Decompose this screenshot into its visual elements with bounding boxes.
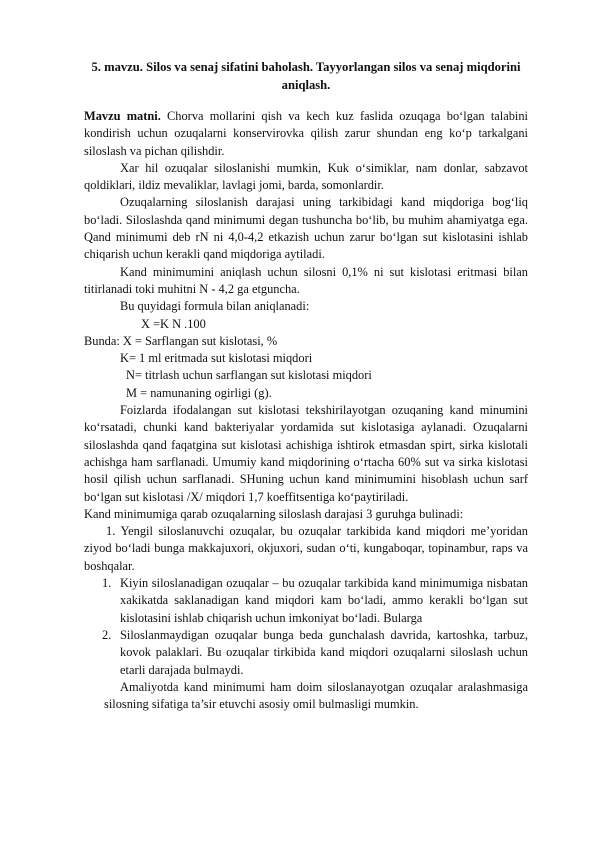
intro-paragraph — [84, 108, 528, 160]
paragraph-silos: Xar hil ozuqalar siloslanishi mumkin, Kuk o‘simiklar, nam donlar, sabzavot qoldiklari, ildiz mevaliklar, lavlagi jomi, barda, somonlardir. — [84, 160, 528, 193]
paragraph-foizlarda: Foizlarda ifodalangan sut kislotasi tekshirilayotgan ozuqaning kand minumini ko‘rsatadi, chunki kand bakteriyalar yordamida sut kislotasiga aylanadi. Ozuqalarni siloslashda qand faqatgina sut kislotasi achishiga ishtirok etmasdan spirt, sirka kislotali achishga ham sarflanadi. Umumiy kand miqdorining o‘rtacha 60% sut va sirka kislotasi hosil qilish uchun sarflanadi. SHuning uchun kand minimumini hisoblash uchun sarf bo‘lgan sut kislotasi /X/ miqdori 1,7 koeffitsentiga ko‘paytiriladi. — [84, 403, 528, 504]
list-item — [84, 627, 528, 679]
page-title: 5. mavzu. Silos va senaj sifatini baholash. Tayyorlangan silos va senaj miqdorini aniqlash. — [91, 60, 521, 92]
paragraph-darajasi: Ozuqalarning siloslanish darajasi uning tarkibidagi kand miqdoriga bog‘liq bo‘ladi. Siloslashda qand minimumi degan tushuncha bo‘lib, bu muhim ahamiyatga ega. Qand minimumi deb rN ni 4,0-4,2 etkazish uchun zarur bo‘lgan sut kislotasini ishlab chiqarish uchun kerakli qand miqdoriga aytiladi. — [84, 195, 528, 262]
intro-lead: Mavzu matni. — [84, 109, 161, 123]
list-item-number: 1. — [102, 576, 112, 591]
paragraph-kand: Kand minimumini aniqlash uchun silosni 0,1% ni sut kislotasi eritmasi bilan titirlanadi toki muhitni N - 4,2 ga etguncha. — [84, 264, 528, 296]
list-item — [84, 575, 528, 627]
definition-k: K= 1 ml eritmada sut kislotasi miqdori — [120, 351, 313, 366]
paragraph-guruh: Kand minimumiga qarab ozuqalarning siloslash darajasi 3 guruhga bulinadi: — [84, 506, 464, 521]
formula: X =K N .100 — [141, 316, 206, 331]
list-item-1-plain: 1. Yengil siloslanuvchi ozuqalar, bu ozuqalar tarkibida kand miqdori me’yoridan ziyod bo‘ladi bunga makkajuxori, okjuxori, sudan o‘ti, kungaboqar, topinambur, raps va boshqalar. — [84, 524, 528, 573]
paragraph-amaliyotda: Amaliyotda kand minimumi ham doim siloslanayotgan ozuqalar aralashmasiga silosning sifatiga ta’sir etuvchi asosiy omil bulmasligi mumkin. — [104, 679, 528, 712]
definition-m: M = namunaning ogirligi (g). — [126, 385, 272, 400]
intro-text: Chorva mollarini qish va kech kuz faslida ozuqaga bo‘lgan talabini kondirish uchun ozuqalarni konservirovka qilish zarur shundan eng ko‘p tarkalgani siloslash va pichan qilishdir. — [84, 109, 528, 158]
list-item-text: Siloslanmaydigan ozuqalar bunga beda gunchalash davrida, kartoshka, tarbuz, kovok palaklari. Bu ozuqalar tirkibida kand miqdori ozuqalarni siloslash uchun etarli darajada bulmaydi. — [120, 627, 528, 677]
list-item-text: Kiyin siloslanadigan ozuqalar – bu ozuqalar tarkibida kand minimumiga nisbatan xakikatda saklanadigan kand miqdori kam bo‘ladi, ammo kerakli bo‘lgan sut kislotasini ishlab chiqarish uchun imkoniyat bo‘ladi. Bularga — [120, 576, 528, 625]
bunda-line: Bunda: X = Sarflangan sut kislotasi, % — [84, 333, 278, 348]
paragraph-formula-intro: Bu quyidagi formula bilan aniqlanadi: — [120, 299, 310, 314]
definition-n: N= titrlash uchun sarflangan sut kislotasi miqdori — [126, 368, 372, 383]
document-body — [84, 108, 528, 713]
list-item-number: 2. — [102, 627, 112, 642]
